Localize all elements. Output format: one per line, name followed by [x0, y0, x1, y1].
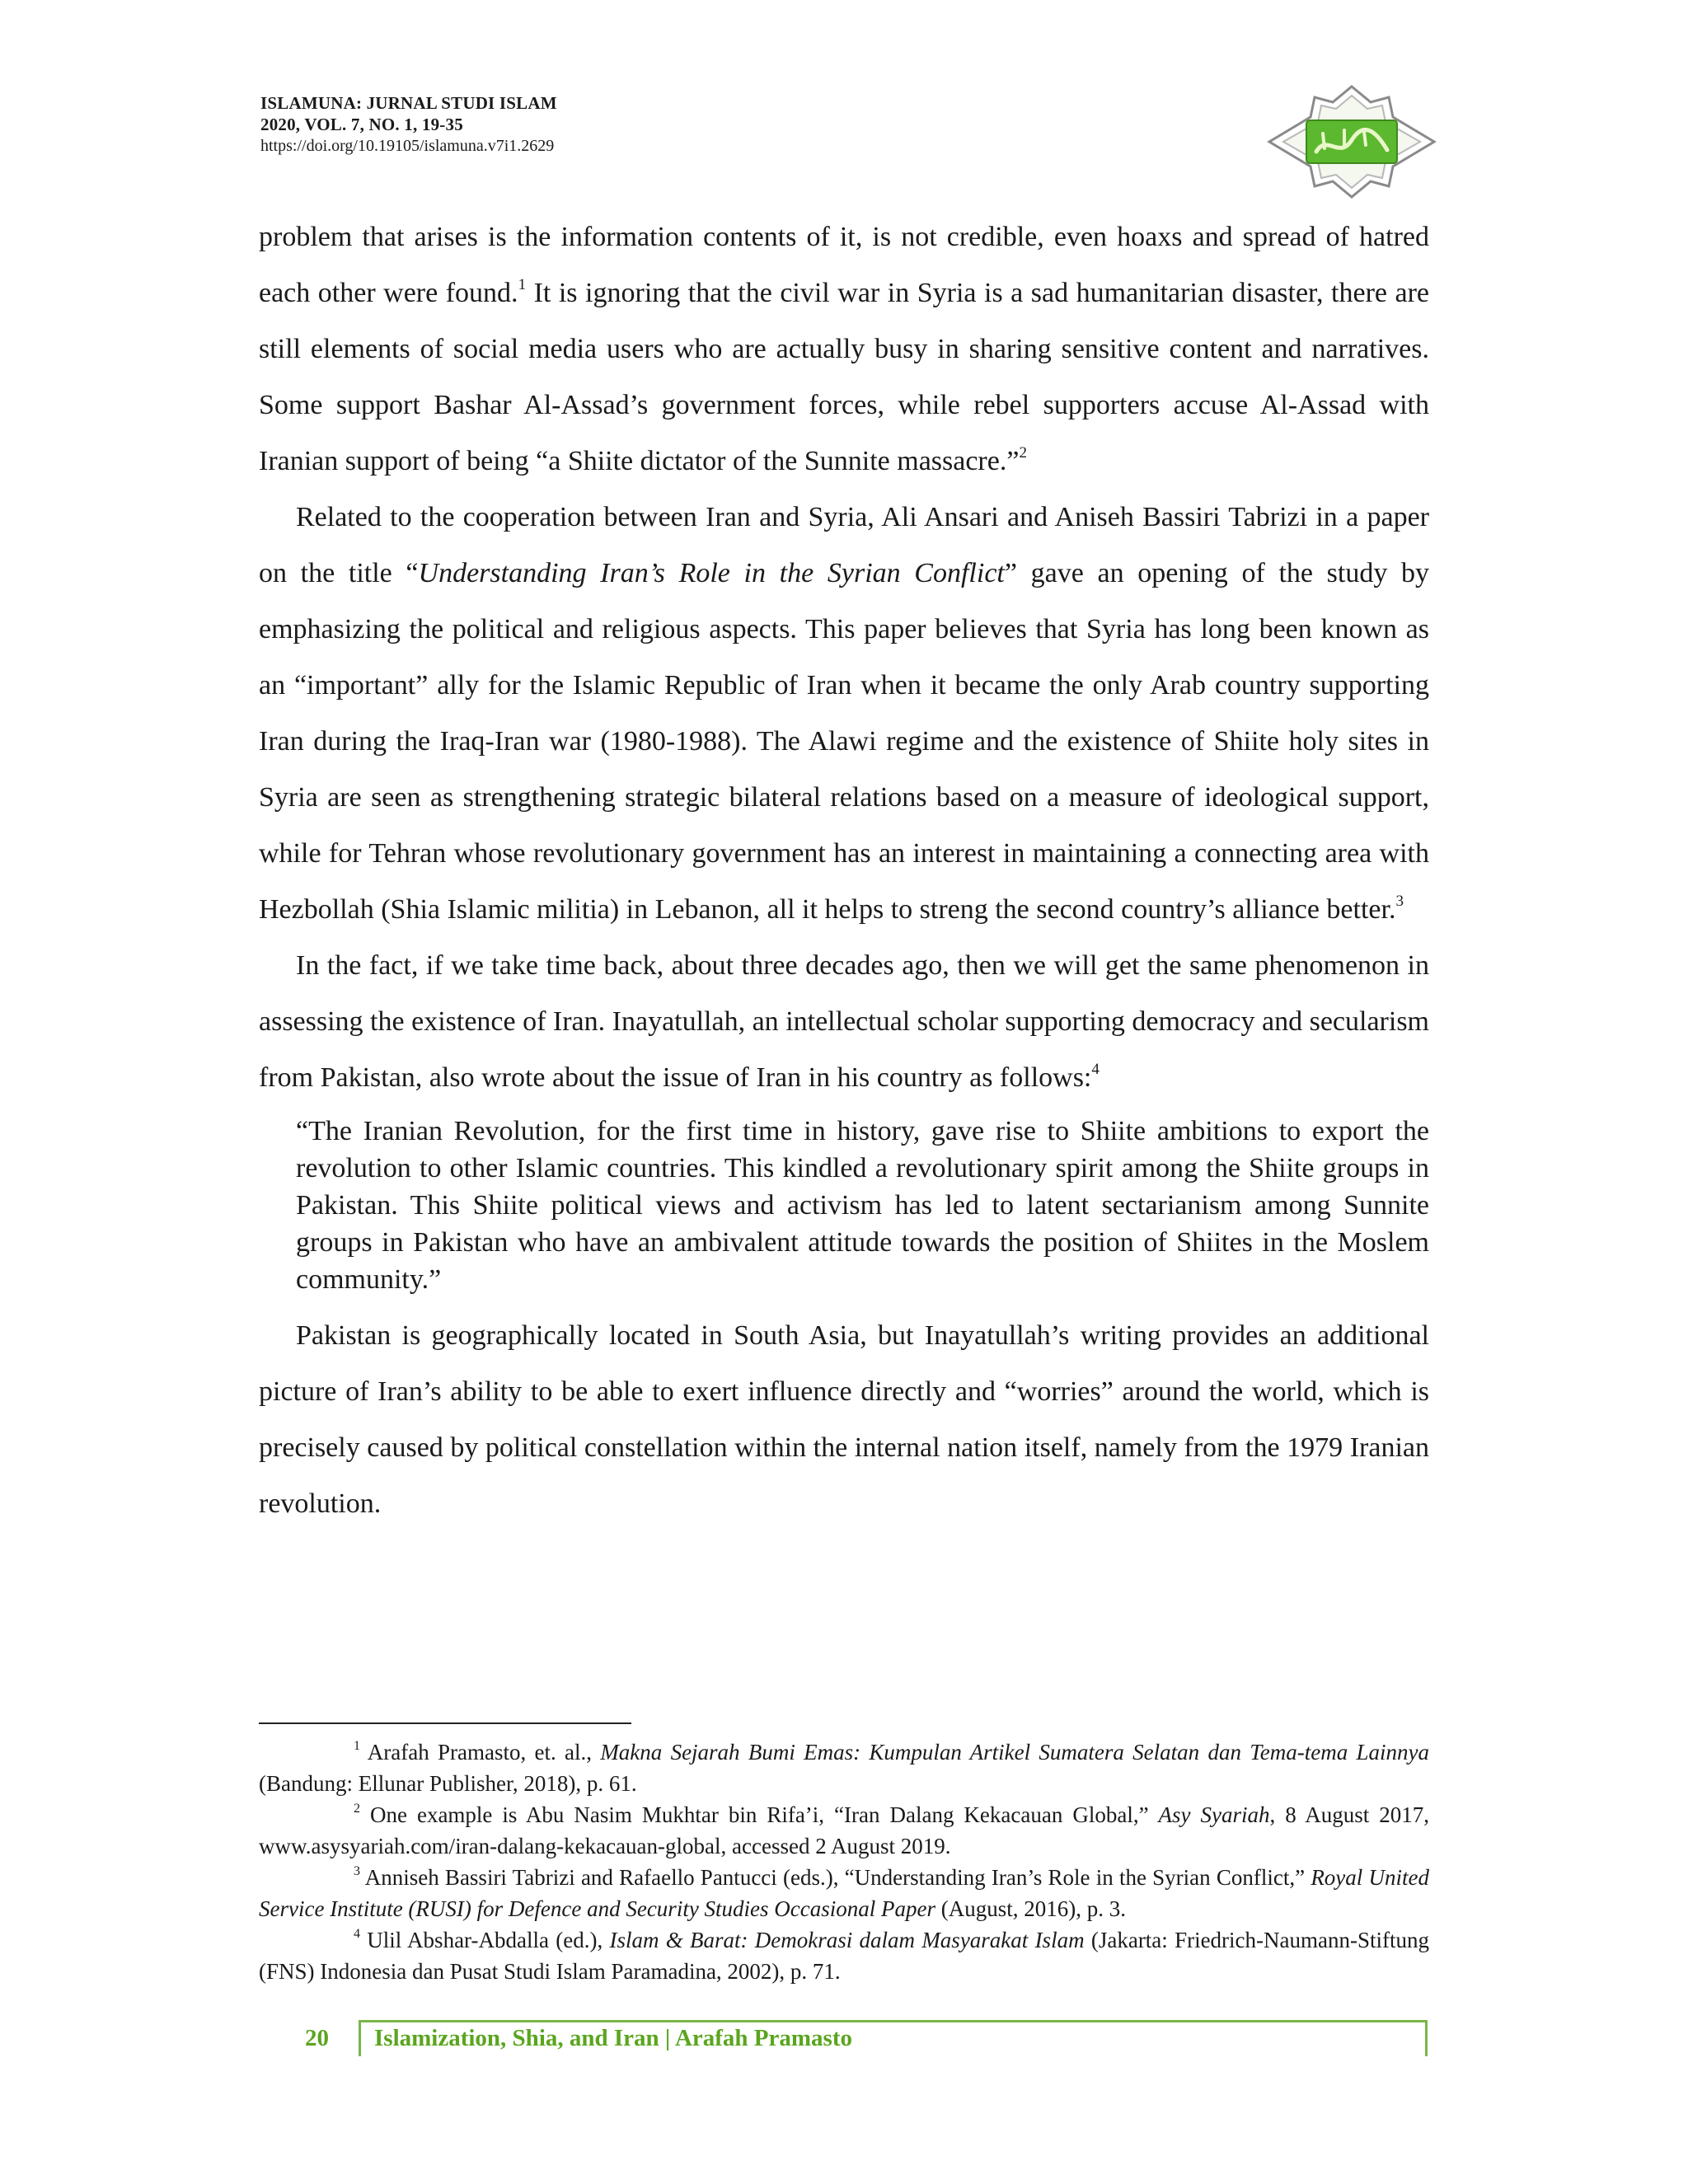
- journal-header: [260, 92, 557, 157]
- running-title: Islamization, Shia, and Iran | Arafah Pramasto: [374, 2025, 852, 2051]
- footnote-4: $^4$ Ulil Abshar-Abdalla (ed.), Islam & Barat: Demokrasi dalam Masyarakat Islam (Jakarta: Friedrich-Naumann-Stiftung (FNS) Indonesia dan Pusat Studi Islam Paramadina, 2002), p. 71.: [259, 1927, 1429, 1984]
- islamuna-logo-icon: [1265, 84, 1438, 199]
- paragraph-1: problem that arises is the information contents of it, is not credible, even hoaxs and spread of hatred each other were found.$^1$ It is ignoring that the civil war in Syria is a sad humanitarian disaster, there are still elements of social media users who are actually busy in sharing sensitive content and narratives. Some support Bashar Al-Assad’s government forces, while rebel supporters accuse Al-Assad with Iranian support of being “a Shiite dictator of the Sunnite massacre.”$^2$: [259, 222, 1430, 476]
- doi-link[interactable]: https://doi.org/10.19105/islamuna.v7i1.2629: [260, 137, 555, 155]
- block-quote: “The Iranian Revolution, for the first time in history, gave rise to Shiite ambitions to export the revolution to other Islamic countries. This kindled a revolutionary spirit among the Shiite groups in Pakistan. This Shiite political views and activism has led to latent sectarianism among Sunnite groups in Pakistan who have an ambivalent attitude towards the position of Shiites in the Moslem community.”: [296, 1116, 1429, 1295]
- footnote-3: $^3$ Anniseh Bassiri Tabrizi and Rafaello Pantucci (eds.), “Understanding Iran’s Role in the Syrian Conflict,” Royal United Service Institute (RUSI) for Defence and Security Studies Occasional Paper (August, 2016), p. 3.: [259, 1864, 1429, 1921]
- footnote-1: $^1$ Arafah Pramasto, et. al., Makna Sejarah Bumi Emas: Kumpulan Artikel Sumatera Selatan dan Tema-tema Lainnya (Bandung: Ellunar Publisher, 2018), p. 61.: [259, 1739, 1430, 1796]
- page-number: 20: [305, 2025, 329, 2051]
- paper-title: Understanding Iran’s Role in the Syrian Conflict: [418, 558, 1005, 588]
- body-text: [259, 209, 1429, 1532]
- page-footer: [305, 2020, 1428, 2056]
- footnote-ref-3[interactable]: 3: [1395, 892, 1404, 910]
- footnote-2: $^2$ One example is Abu Nasim Mukhtar bin Rifa’i, “Iran Dalang Kekacauan Global,” Asy Syariah, 8 August 2017, www.asysyariah.com/iran-dalang-kekacauan-global, accessed 2 August 2019.: [259, 1802, 1429, 1858]
- footnote-ref-2[interactable]: 2: [1019, 443, 1027, 462]
- journal-title: ISLAMUNA: JURNAL STUDI ISLAM: [260, 93, 557, 113]
- paragraph-3: In the fact, if we take time back, about three decades ago, then we will get the same phenomenon in assessing the existence of Iran. Inayatullah, an intellectual scholar supporting democracy and secularism from Pakistan, also wrote about the issue of Iran in his country as follows:$^4$: [259, 950, 1429, 1093]
- paragraph-4: Pakistan is geographically located in South Asia, but Inayatullah’s writing provides an additional picture of Iran’s ability to be able to exert influence directly and “worries” around the world, which is precisely caused by political constellation within the internal nation itself, namely from the 1979 Iranian revolution.: [259, 1320, 1429, 1519]
- footnote-divider: [259, 1722, 631, 1724]
- journal-volume: 2020, VOL. 7, NO. 1, 19-35: [260, 115, 463, 134]
- footnote-ref-1[interactable]: 1: [518, 275, 527, 293]
- footnotes: [259, 1736, 1429, 1987]
- paragraph-2: Related to the cooperation between Iran and Syria, Ali Ansari and Aniseh Bassiri Tabrizi in a paper on the title “Understanding Iran’s Role in the Syrian Conflict” gave an opening of the study by emphasizing the political and religious aspects. This paper believes that Syria has long been known as an “important” ally for the Islamic Republic of Iran when it became the only Arab country supporting Iran during the Iraq-Iran war (1980-1988). The Alawi regime and the existence of Shiite holy sites in Syria are seen as strengthening strategic bilateral relations based on a measure of ideological support, while for Tehran whose revolutionary government has an interest in maintaining a connecting area with Hezbollah (Shia Islamic militia) in Lebanon, all it helps to streng the second country’s alliance better.$^3$: [259, 502, 1429, 925]
- footnote-ref-4[interactable]: 4: [1091, 1060, 1100, 1078]
